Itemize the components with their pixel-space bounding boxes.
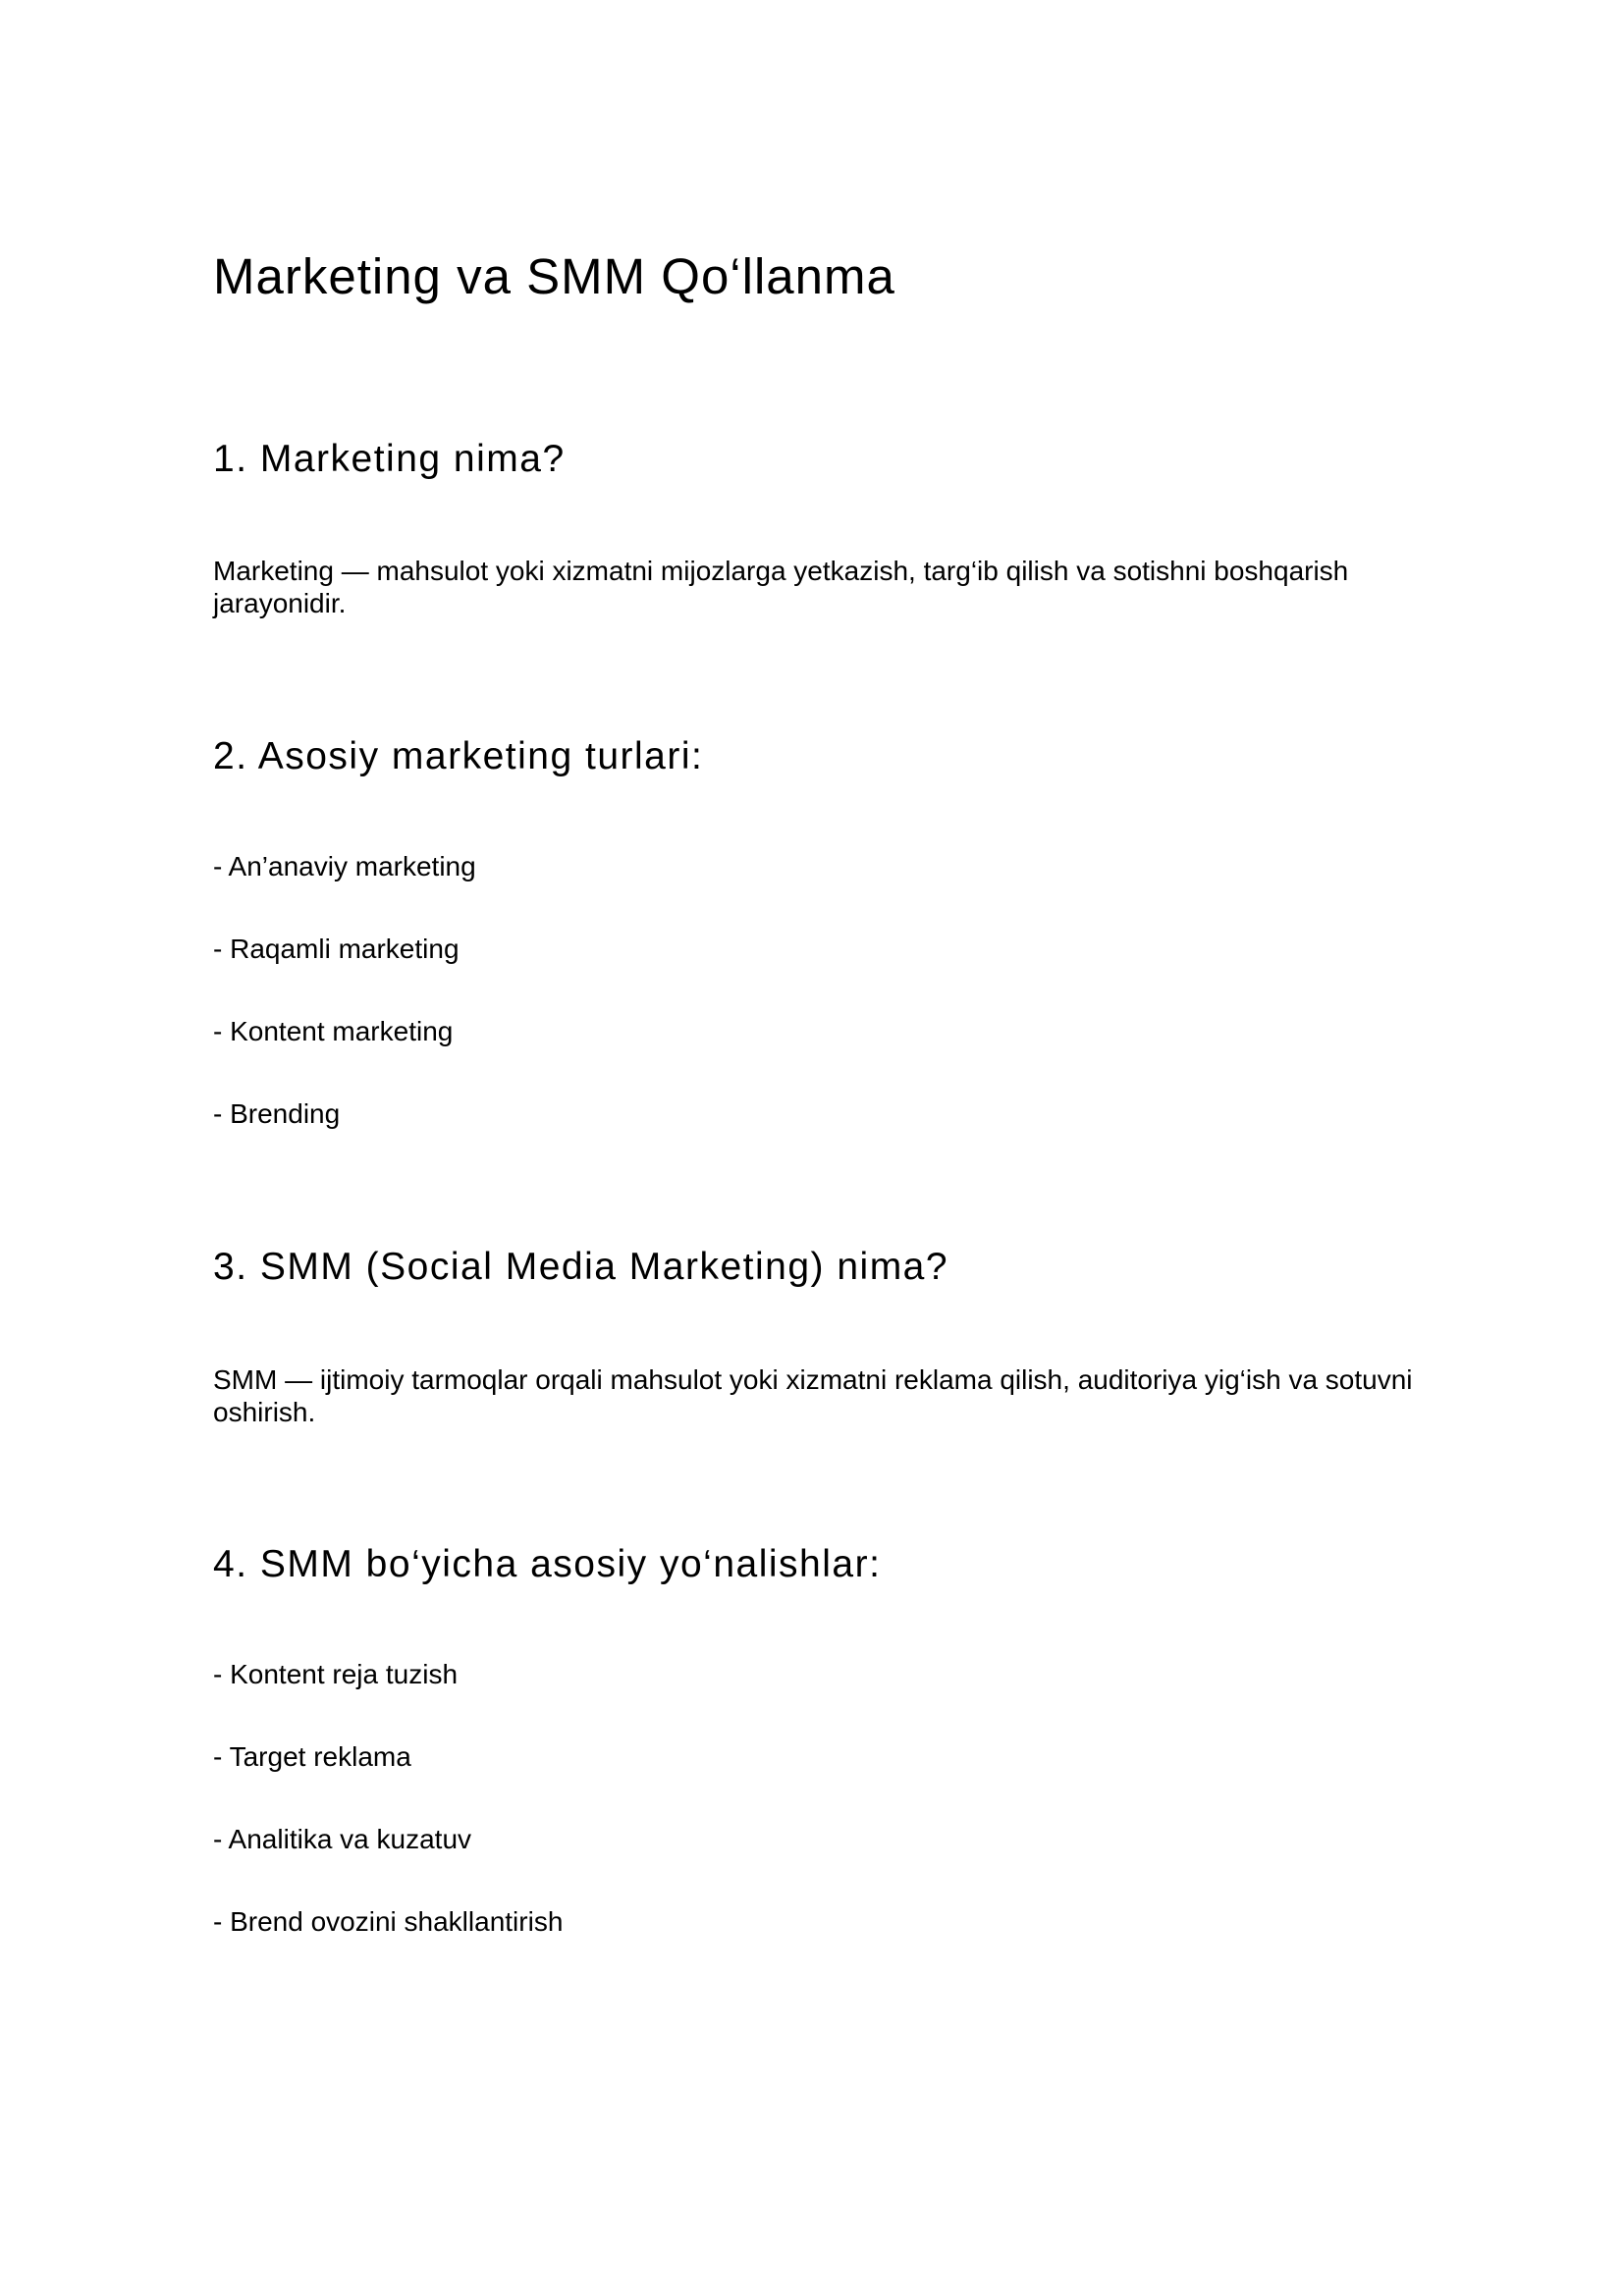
- section-paragraph-smm: SMM — ijtimoiy tarmoqlar orqali mahsulot yoki xizmatni reklama qilish, auditoriya yig‘ish va sotuvni oshirish.: [213, 1364, 1413, 1427]
- list-item: - Kontent reja tuzish: [213, 1659, 459, 1689]
- section-heading-marketing: 1. Marketing nima?: [213, 438, 566, 480]
- list-item: - An’anaviy marketing: [213, 851, 476, 881]
- section-heading-smm-directions: 4. SMM bo‘yicha asosiy yo‘nalishlar:: [213, 1543, 882, 1585]
- list-item: - Target reklama: [213, 1741, 411, 1772]
- section-paragraph-marketing: Marketing — mahsulot yoki xizmatni mijozlarga yetkazish, targ‘ib qilish va sotishni boshqarish jarayonidir.: [213, 556, 1349, 618]
- list-item: - Raqamli marketing: [213, 934, 460, 964]
- section-heading-marketing-types: 2. Asosiy marketing turlari:: [213, 735, 704, 777]
- document-title: Marketing va SMM Qo‘llanma: [213, 248, 895, 304]
- list-item: - Brending: [213, 1098, 341, 1129]
- list-item: - Kontent marketing: [213, 1016, 454, 1046]
- list-item: - Analitika va kuzatuv: [213, 1824, 472, 1854]
- list-item: - Brend ovozini shakllantirish: [213, 1906, 564, 1937]
- section-heading-smm: 3. SMM (Social Media Marketing) nima?: [213, 1246, 949, 1288]
